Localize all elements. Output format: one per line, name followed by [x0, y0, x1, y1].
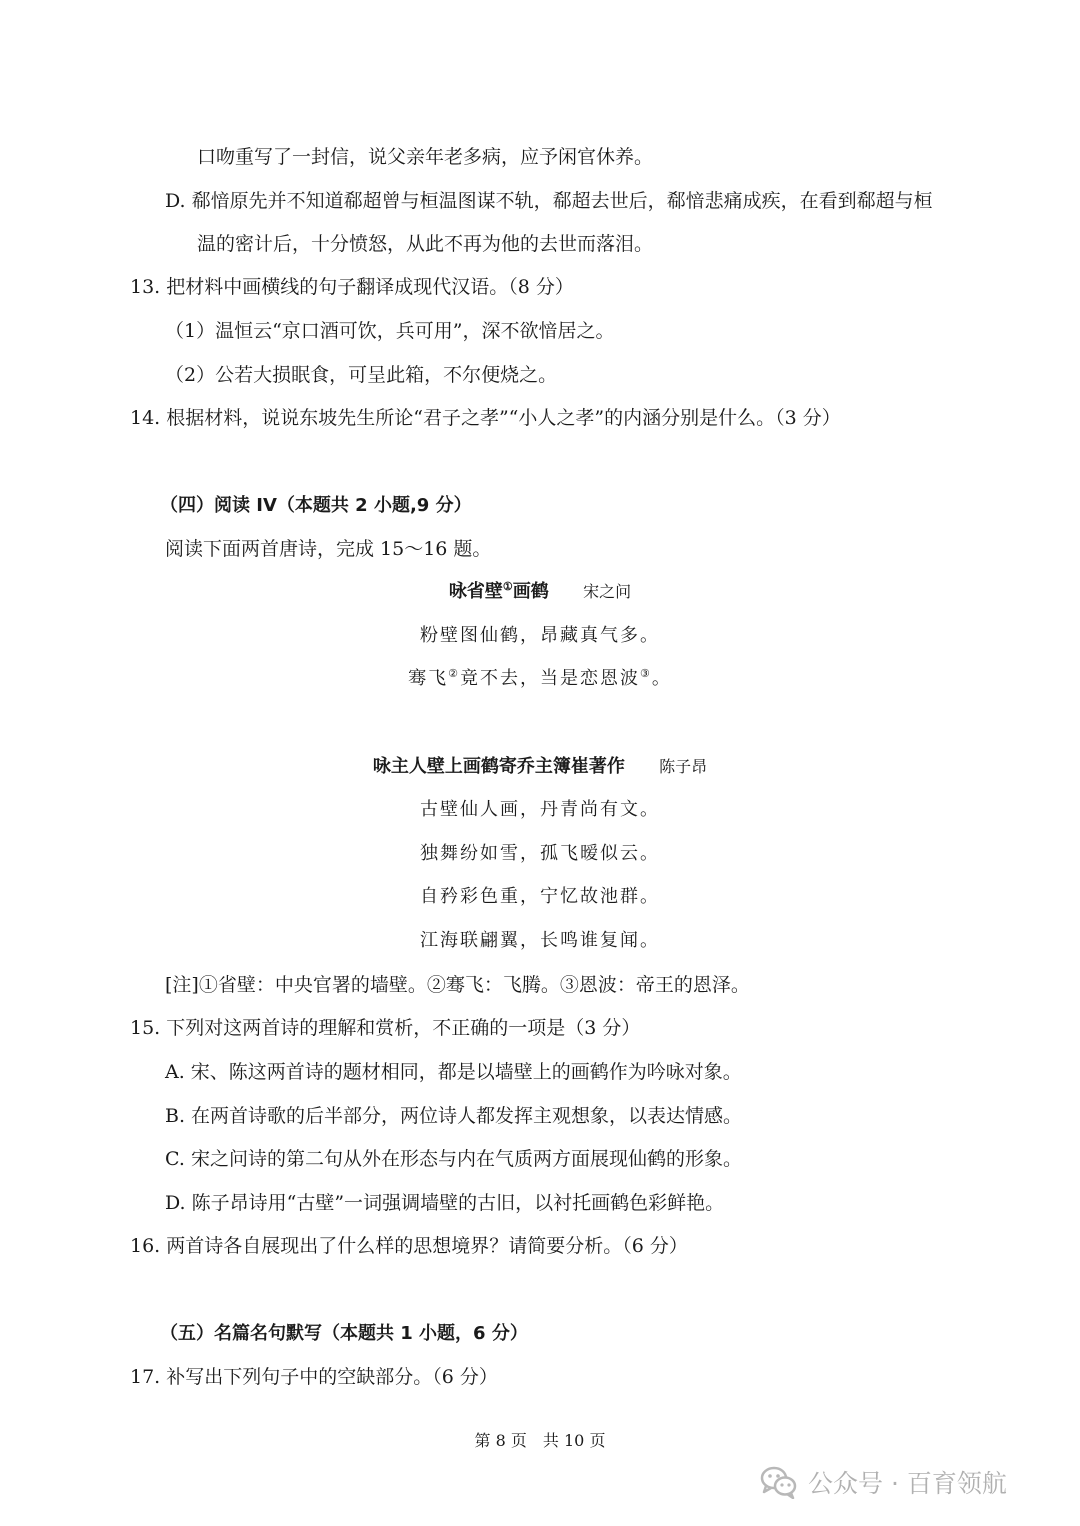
- section4-intro: 阅读下面两首唐诗，完成 15～16 题。: [165, 538, 492, 560]
- poem2-line1: 古壁仙人画，丹青尚有文。: [420, 799, 660, 820]
- poem2-line4: 江海联翩翼，长鸣谁复闻。: [420, 930, 660, 951]
- question-15-option-d: D. 陈子昂诗用“古壁”一词强调墙壁的古旧，以衬托画鹤色彩鲜艳。: [165, 1192, 725, 1214]
- question-16: 16. 两首诗各自展现出了什么样的思想境界？请简要分析。（6 分）: [130, 1235, 688, 1257]
- page-number: 第 8 页: [474, 1431, 527, 1450]
- wechat-icon: [760, 1465, 798, 1499]
- poem1-line2-note1: ②: [448, 667, 460, 680]
- poem-notes: [注]①省壁：中央官署的墙壁。②骞飞：飞腾。③恩波：帝王的恩泽。: [165, 974, 750, 996]
- question-14: 14. 根据材料，说说东坡先生所论“君子之孝”“小人之孝”的内涵分别是什么。（3 分）: [130, 407, 841, 429]
- poem1-line2-b: 竟不去，当是恋恩波: [460, 668, 640, 689]
- question-13: 13. 把材料中画横线的句子翻译成现代汉语。（8 分）: [130, 276, 574, 298]
- section4-heading: （四）阅读 IV（本题共 2 小题,9 分）: [160, 495, 472, 516]
- question-13-part2: （2）公若大损眠食，可呈此箱，不尔便烧之。: [165, 364, 558, 386]
- question-15: 15. 下列对这两首诗的理解和赏析，不正确的一项是（3 分）: [130, 1017, 641, 1039]
- poem1-line2-c: 。: [651, 668, 672, 689]
- poem2-line3: 自矜彩色重，宁忆故池群。: [420, 886, 660, 907]
- question-17: 17. 补写出下列句子中的空缺部分。（6 分）: [130, 1366, 498, 1388]
- q12-option-d-line2: 温的密计后，十分愤怒，从此不再为他的去世而落泪。: [197, 233, 654, 255]
- question-13-part1: （1）温恒云“京口酒可饮，兵可用”，深不欲愔居之。: [165, 320, 615, 342]
- poem1-line2: [0, 667, 1080, 691]
- poem1-title-note: ①: [502, 580, 513, 593]
- page-total: 共 10 页: [542, 1431, 606, 1450]
- poem1-title-b: 画鹤: [512, 581, 549, 602]
- question-15-option-b: B. 在两首诗歌的后半部分，两位诗人都发挥主观想象，以表达情感。: [165, 1105, 743, 1127]
- watermark: [760, 1462, 1007, 1502]
- page-footer: [0, 1428, 1080, 1451]
- poem1-author: 宋之问: [583, 582, 632, 601]
- section5-heading: （五）名篇名句默写（本题共 1 小题，6 分）: [160, 1323, 528, 1344]
- poem2-title-text: 咏主人壁上画鹤寄乔主簿崔著作: [372, 756, 625, 777]
- q12-continuation: 口吻重写了一封信，说父亲年老多病，应予闲官休养。: [197, 146, 654, 168]
- question-15-option-c: C. 宋之问诗的第二句从外在形态与内在气质两方面展现仙鹤的形象。: [165, 1148, 742, 1170]
- poem2-line2: 独舞纷如雪，孤飞暧似云。: [420, 843, 660, 864]
- poem2-title: [0, 755, 1080, 779]
- q12-option-d-line1: D. 郗愔原先并不知道郗超曾与桓温图谋不轨，郗超去世后，郗愔悲痛成疾，在看到郗超与桓: [165, 190, 933, 212]
- question-15-option-a: A. 宋、陈这两首诗的题材相同，都是以墙壁上的画鹤作为吟咏对象。: [165, 1061, 742, 1083]
- poem1-line2-a: 骞飞: [408, 668, 449, 689]
- poem1-title-a: 咏省壁: [448, 581, 503, 602]
- poem1-title: [0, 580, 1080, 604]
- watermark-text: 公众号 · 百育领航: [808, 1469, 1007, 1498]
- poem1-line2-note2: ③: [640, 667, 652, 680]
- poem2-author: 陈子昂: [659, 757, 708, 776]
- poem1-line1: 粉壁图仙鹤，昂藏真气多。: [420, 625, 660, 646]
